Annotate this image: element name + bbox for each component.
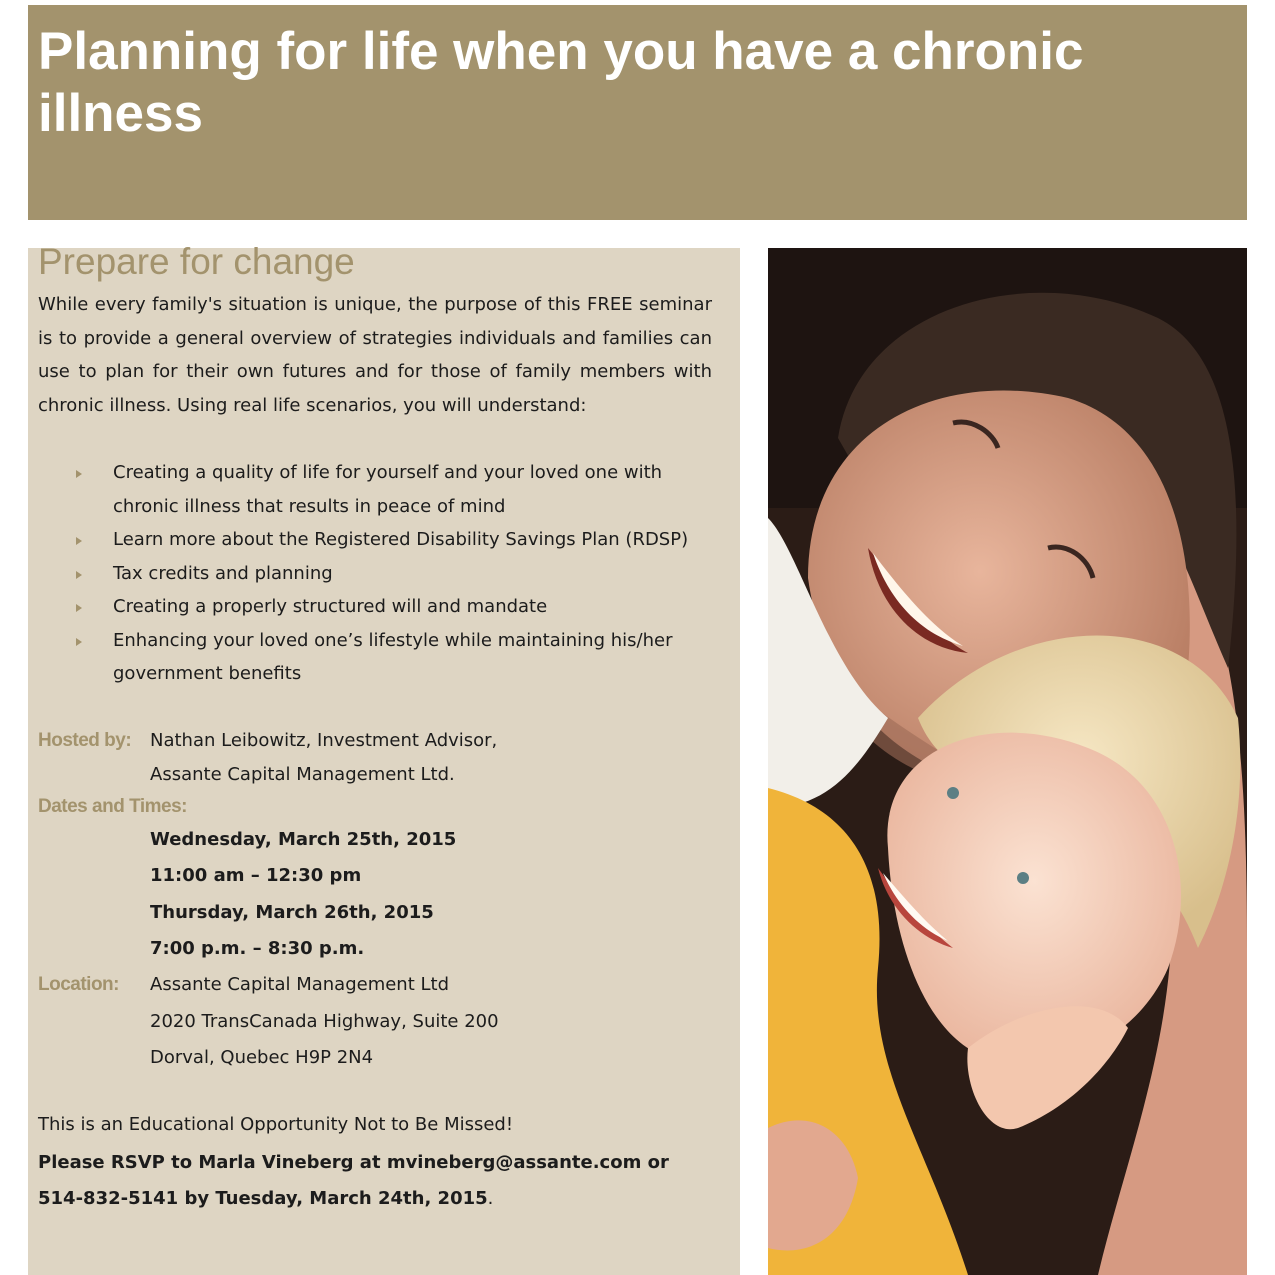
bullet-triangle-icon xyxy=(76,604,82,612)
date-1: Wednesday, March 25th, 2015 xyxy=(150,829,457,850)
bullet-triangle-icon xyxy=(76,537,82,545)
list-item: Creating a quality of life for yourself and your loved one with chronic illness that results in peace of mind xyxy=(38,456,718,523)
date-2: Thursday, March 26th, 2015 xyxy=(150,902,434,923)
rsvp-text: Please RSVP to Marla Vineberg at mvineberg@assante.com or 514-832-5141 by Tuesday, March 24th, 2015. xyxy=(38,1152,669,1209)
header-banner xyxy=(28,5,1247,220)
subtitle: Prepare for change xyxy=(38,241,355,282)
list-item: Learn more about the Registered Disability Savings Plan (RDSP) xyxy=(38,523,718,557)
time-1: 11:00 am – 12:30 pm xyxy=(150,865,362,886)
list-item: Enhancing your loved one’s lifestyle while maintaining his/her government benefits xyxy=(38,624,718,691)
bullet-triangle-icon xyxy=(76,638,82,646)
family-photo-illustration xyxy=(768,248,1247,1275)
family-photo xyxy=(768,248,1247,1275)
bullet-triangle-icon xyxy=(76,571,82,579)
list-item: Creating a properly structured will and mandate xyxy=(38,590,718,624)
time-2: 7:00 p.m. – 8:30 p.m. xyxy=(150,938,365,959)
host-name: Nathan Leibowitz, Investment Advisor, xyxy=(150,730,498,751)
intro-paragraph: While every family's situation is unique, the purpose of this FREE seminar is to provide a general overview of strategies individuals and families can use to plan for their own futures and for those of family members with chronic illness. Using real life scenarios, you will understand: xyxy=(38,294,712,416)
location-line-1: Assante Capital Management Ltd xyxy=(150,974,450,995)
list-item: Tax credits and planning xyxy=(38,557,718,591)
bullet-triangle-icon xyxy=(76,470,82,478)
dates-label: Dates and Times: xyxy=(38,796,187,817)
page-title: Planning for life when you have a chronic illness xyxy=(38,22,1084,143)
location-line-3: Dorval, Quebec H9P 2N4 xyxy=(150,1047,374,1068)
location-label: Location: xyxy=(38,974,119,995)
host-company: Assante Capital Management Ltd. xyxy=(150,764,455,785)
content-panel xyxy=(28,241,740,1275)
topic-list xyxy=(38,456,718,691)
tagline: This is an Educational Opportunity Not to Be Missed! xyxy=(38,1114,514,1135)
location-line-2: 2020 TransCanada Highway, Suite 200 xyxy=(150,1011,499,1032)
hosted-label: Hosted by: xyxy=(38,730,132,751)
